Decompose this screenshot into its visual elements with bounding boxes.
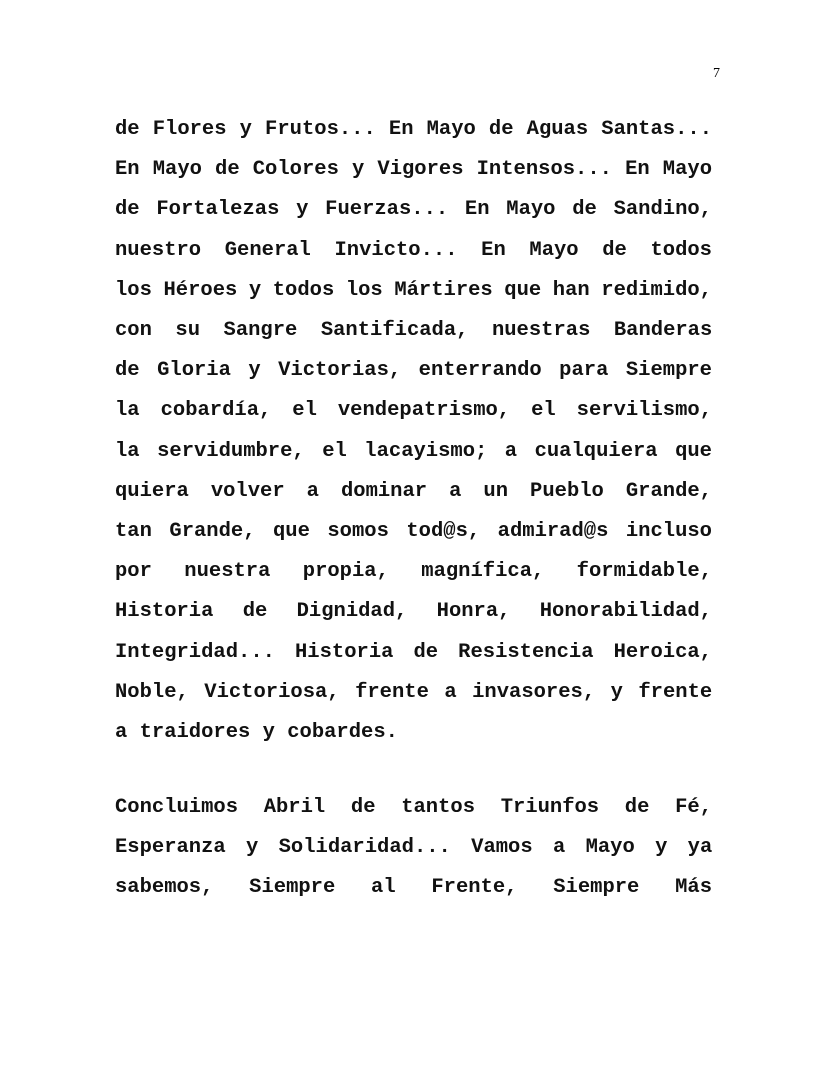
text-line: nuestro General Invicto... En Mayo de todos xyxy=(115,238,712,262)
text-line: de Fortalezas y Fuerzas... En Mayo de Sandino, xyxy=(115,198,712,222)
text-line: a traidores y cobardes. xyxy=(115,721,398,745)
text-line: por nuestra propia, magnífica, formidable, xyxy=(115,560,712,584)
paragraph-2 xyxy=(115,788,712,909)
text-line: Concluimos Abril de tantos Triunfos de Fé, xyxy=(115,796,712,819)
text-line: de Gloria y Victorias, enterrando para Siempre xyxy=(115,359,712,383)
text-line: Integridad... Historia de Resistencia Heroica, xyxy=(115,640,712,664)
paragraph-1 xyxy=(115,110,712,753)
page-number: 7 xyxy=(713,66,720,81)
text-line: Esperanza y Solidaridad... Vamos a Mayo y ya xyxy=(115,836,713,860)
text-line: Noble, Victoriosa, frente a invasores, y frente xyxy=(115,680,713,704)
text-line: tan Grande, que somos tod@s, admirad@s incluso xyxy=(115,520,712,544)
text-line: con su Sangre Santificada, nuestras Banderas xyxy=(115,319,713,343)
text-line: quiera volver a dominar a un Pueblo Grande, xyxy=(115,479,712,503)
text-line: los Héroes y todos los Mártires que han redimido, xyxy=(115,278,712,302)
text-line: sabemos, Siempre al Frente, Siempre Más xyxy=(115,876,712,900)
text-line: En Mayo de Colores y Vigores Intensos... En Mayo xyxy=(115,158,712,182)
text-line: la servidumbre, el lacayismo; a cualquiera que xyxy=(115,439,712,463)
text-line: la cobardía, el vendepatrismo, el servilismo, xyxy=(115,399,712,423)
text-line: Historia de Dignidad, Honra, Honorabilidad, xyxy=(115,600,712,624)
text-line: de Flores y Frutos... En Mayo de Aguas Santas... xyxy=(115,118,712,141)
